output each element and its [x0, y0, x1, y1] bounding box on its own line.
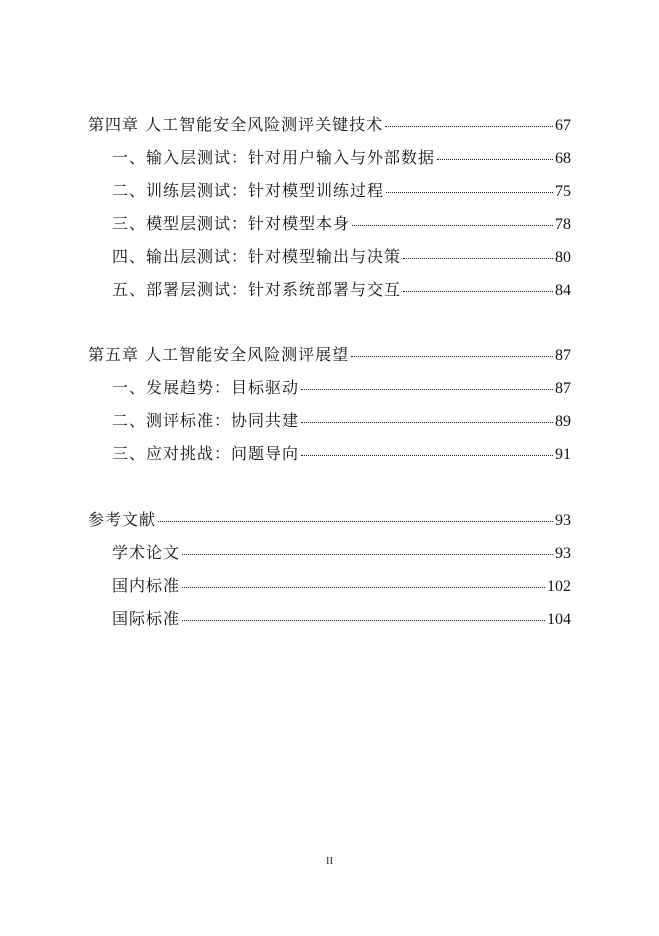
toc-dot-leader — [352, 225, 553, 226]
toc-entry-ref-item2[interactable] — [88, 576, 571, 609]
toc-entry-title: 一、发展趋势：目标驱动 — [112, 378, 300, 397]
toc-dot-leader — [158, 521, 553, 522]
toc-entry-ch5-item3[interactable] — [88, 444, 571, 477]
toc-page-number: 87 — [555, 380, 571, 397]
toc-page-number: 67 — [555, 117, 571, 134]
toc-entry-references[interactable] — [88, 510, 571, 543]
toc-entry-title: 三、模型层测试：针对模型本身 — [112, 214, 351, 233]
toc-page-number: 78 — [555, 216, 571, 233]
toc-page-number: 102 — [547, 578, 571, 595]
toc-entry-title: 四、输出层测试：针对模型输出与决策 — [112, 247, 402, 266]
toc-page-number: 75 — [555, 183, 571, 200]
toc-entry-title: 五、部署层测试：针对系统部署与交互 — [112, 280, 402, 299]
toc-entry-title: 国际标准 — [112, 609, 181, 628]
toc-page-number: 89 — [555, 413, 571, 430]
toc-entry-title: 二、测评标准：协同共建 — [112, 411, 300, 430]
toc-page-number: 68 — [555, 150, 571, 167]
toc-dot-leader — [403, 291, 553, 292]
toc-entry-title: 三、应对挑战：问题导向 — [112, 444, 300, 463]
toc-entry-chapter4[interactable] — [88, 115, 571, 148]
toc-entry-ch5-item1[interactable] — [88, 378, 571, 411]
toc-entry-title: 参考文献 — [88, 510, 157, 529]
toc-entry-ref-item3[interactable] — [88, 609, 571, 642]
toc-page-number: 84 — [555, 282, 571, 299]
toc-entry-ch4-item5[interactable] — [88, 280, 571, 313]
toc-entry-title: 学术论文 — [112, 543, 181, 562]
footer-page-number: II — [325, 855, 334, 867]
toc-page-number: 104 — [547, 611, 571, 628]
toc-dot-leader — [182, 620, 545, 621]
toc-section-references — [88, 510, 571, 642]
toc-page-number: 91 — [555, 446, 571, 463]
toc-entry-title: 二、训练层测试：针对模型训练过程 — [112, 181, 385, 200]
toc-entry-ch4-item2[interactable] — [88, 181, 571, 214]
toc-section-chapter4 — [88, 115, 571, 313]
toc-dot-leader — [403, 258, 553, 259]
toc-page-number: 93 — [555, 512, 571, 529]
toc-dot-leader — [182, 587, 545, 588]
toc-section-chapter5 — [88, 345, 571, 477]
toc-entry-ch4-item1[interactable] — [88, 148, 571, 181]
toc-entry-title: 第四章 人工智能安全风险测评关键技术 — [88, 115, 384, 134]
toc-page-number: 80 — [555, 249, 571, 266]
toc-entry-title: 一、输入层测试：针对用户输入与外部数据 — [112, 148, 436, 167]
toc-entry-ch4-item3[interactable] — [88, 214, 571, 247]
toc-dot-leader — [437, 159, 553, 160]
toc-page-number: 87 — [555, 347, 571, 364]
toc-entry-title: 国内标准 — [112, 576, 181, 595]
toc-dot-leader — [351, 356, 553, 357]
toc-entry-ref-item1[interactable] — [88, 543, 571, 576]
toc-dot-leader — [301, 389, 553, 390]
toc-page-number: 93 — [555, 545, 571, 562]
toc-dot-leader — [385, 126, 553, 127]
toc-dot-leader — [182, 554, 553, 555]
toc-entry-ch4-item4[interactable] — [88, 247, 571, 280]
toc-dot-leader — [386, 192, 553, 193]
toc-entry-ch5-item2[interactable] — [88, 411, 571, 444]
toc-dot-leader — [301, 455, 553, 456]
toc-entry-chapter5[interactable] — [88, 345, 571, 378]
toc-entry-title: 第五章 人工智能安全风险测评展望 — [88, 345, 350, 364]
toc-dot-leader — [301, 422, 553, 423]
